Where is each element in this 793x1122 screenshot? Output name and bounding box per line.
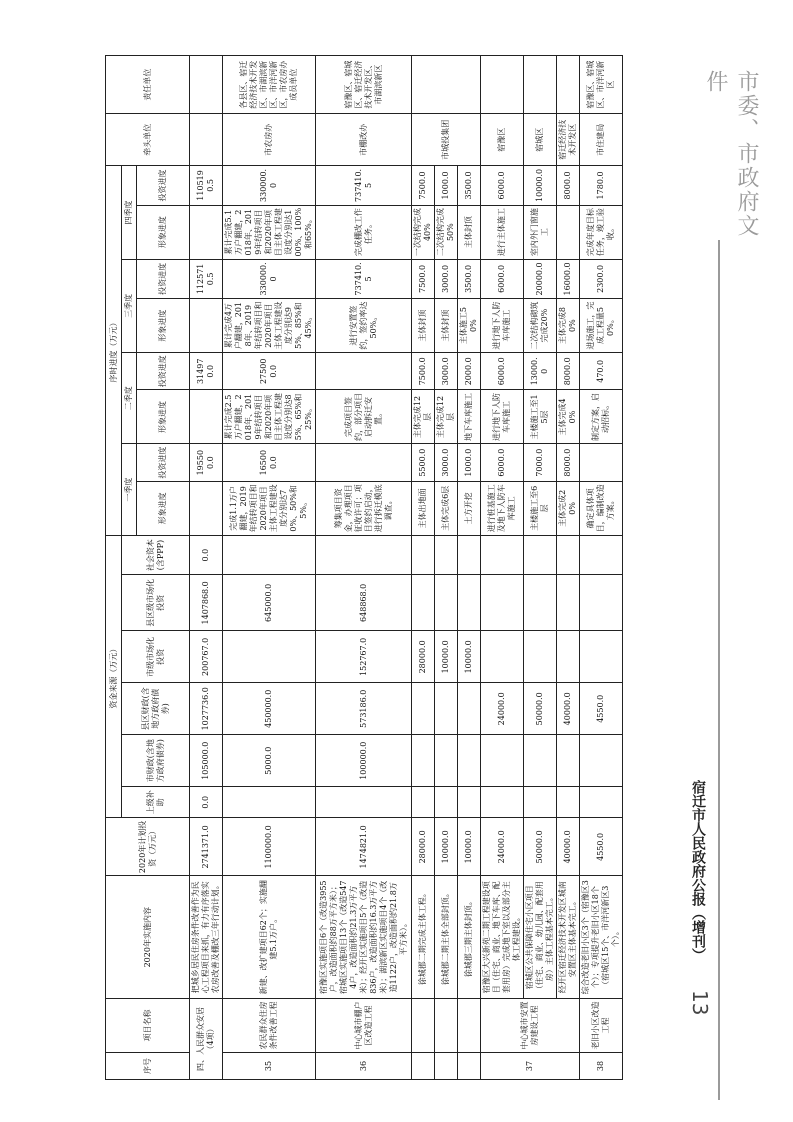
header-q3-invest: 投资进度 [137, 259, 190, 298]
row-q1-invest: 1000.0 [458, 444, 481, 481]
section-q2-invest: 314970.0 [190, 353, 223, 390]
row-content: 徐城郡二期完成主体工程。 [412, 876, 435, 999]
row-city-market [481, 631, 524, 683]
table-row [435, 56, 458, 1080]
row-county: 450000.0 [223, 683, 316, 735]
row-name [435, 999, 458, 1053]
section-social: 0.0 [190, 535, 223, 574]
publication-title: 宿迁市人民政府公报（增刊） [690, 780, 706, 962]
row-seq: 37 [481, 1053, 580, 1080]
row-county: 40000.0 [557, 683, 580, 735]
header-fund-city-market: 市级市场化投资 [122, 631, 190, 683]
row-q2-image: 主体完成12层 [412, 390, 435, 444]
row-q3-image: 累计完成4万户翻建，2018年、2019年结转项目和2020年项目主体工程建设度分别达95%、85%和45%。 [223, 299, 316, 353]
row-q3-image: 主体封顶 [435, 299, 458, 353]
row-city [524, 735, 557, 787]
row-q2-image: 进行地下人防车库施工 [481, 390, 524, 444]
row-q3-invest: 737410.5 [316, 259, 412, 298]
row-q3-image: 二次结构砌筑完成20% [524, 299, 557, 353]
section-q2-image [190, 390, 223, 444]
row-q1-image: 主楼施工至6层 [524, 481, 557, 535]
section-q1-invest: 195500.0 [190, 444, 223, 481]
row-resp [557, 56, 580, 114]
row-upper [580, 787, 623, 818]
row-q2-invest: 275000.0 [223, 353, 316, 390]
rotated-table-page [105, 55, 680, 1080]
row-q1-invest: 5500.0 [412, 444, 435, 481]
row-name: 农民群众住房条件改善工程 [223, 999, 316, 1053]
row-lead: 宿城区 [524, 114, 557, 166]
row-content: 宿城区公共保障住宅小区项目（住宅、商业、幼儿园、配套用房）主体工程基本完工。 [524, 876, 557, 999]
section-plan: 2741371.0 [190, 818, 223, 876]
section-resp [190, 56, 223, 114]
row-name: 中心城市棚户区改造工程 [316, 999, 412, 1053]
header-q1-invest: 投资进度 [137, 444, 190, 481]
row-lead: 市住建局 [580, 114, 623, 166]
row-plan: 4550.0 [580, 818, 623, 876]
header-q2-invest: 投资进度 [137, 353, 190, 390]
header-q4-image: 形象进度 [137, 205, 190, 259]
row-plan: 24000.0 [481, 818, 524, 876]
row-city [412, 735, 435, 787]
header-q1: 一季度 [122, 444, 137, 535]
row-name [458, 999, 481, 1053]
row-lead: 市农房办 [223, 114, 316, 166]
header-seq: 序号 [106, 1053, 190, 1080]
row-q4-invest: 1780.0 [580, 166, 623, 205]
row-name: 中心城市安置房建设工程 [481, 999, 580, 1053]
row-q1-image: 土方开挖 [458, 481, 481, 535]
row-q3-image: 主体完成80% [557, 299, 580, 353]
row-resp [412, 56, 481, 114]
row-q1-image: 主体完成6层 [435, 481, 458, 535]
section-upper: 0.0 [190, 787, 223, 818]
row-content: 综合改造老旧小区3个（宿豫区3个）；专项提升老旧小区18个（宿城区15个、市洋河新区3个）。 [580, 876, 623, 999]
row-plan: 10000.0 [458, 818, 481, 876]
header-q2-image: 形象进度 [137, 390, 190, 444]
row-plan: 50000.0 [524, 818, 557, 876]
row-q3-invest: 3500.0 [458, 259, 481, 298]
header-fund-county-market: 县区级市场化投资 [122, 575, 190, 631]
header-fund-county: 县区财政(含地方政府债券) [122, 683, 190, 735]
row-q2-invest: 8000.0 [557, 353, 580, 390]
row-content: 宿豫区大兴新苑二期工程建设项目（住宅、商业、地下车库、配套用房）完成地下室以及部分主体工程建设。 [481, 876, 524, 999]
row-q3-image: 主体施工50% [458, 299, 481, 353]
table-row [223, 56, 316, 1080]
row-q3-invest: 330000.0 [223, 259, 316, 298]
row-resp [481, 56, 524, 114]
row-q2-invest: 3000.0 [435, 353, 458, 390]
row-q4-image: 完成棚改工作任务。 [316, 205, 412, 259]
row-upper [458, 787, 481, 818]
row-social [580, 535, 623, 574]
row-q4-image: 主体封顶 [458, 205, 481, 259]
row-q4-invest: 6000.0 [481, 166, 524, 205]
row-q4-invest: 1000.0 [435, 166, 458, 205]
row-q4-invest: 330000.0 [223, 166, 316, 205]
row-city [557, 735, 580, 787]
row-social [458, 535, 481, 574]
row-county-market [458, 575, 481, 631]
header-content: 2020年实施内容 [106, 876, 190, 999]
row-city [458, 735, 481, 787]
row-q1-invest: 8000.0 [557, 444, 580, 481]
row-upper [223, 787, 316, 818]
row-social [557, 535, 580, 574]
row-q1-image: 主体完成20% [557, 481, 580, 535]
row-q3-image: 进行安置签约，签约率达50%。 [316, 299, 412, 353]
row-city-market: 28000.0 [412, 631, 435, 683]
row-city-market [524, 631, 557, 683]
row-upper [524, 787, 557, 818]
header-q3-image: 形象进度 [137, 299, 190, 353]
row-q1-invest: 165000.0 [223, 444, 316, 481]
row-county: 573186.0 [316, 683, 412, 735]
section-city: 105000.0 [190, 735, 223, 787]
row-q4-image: 完成年度目标任务，竣工验收。 [580, 205, 623, 259]
table-row [524, 56, 557, 1080]
row-q4-image: 累计完成5.1万户翻建，2018年、2019年结转项目和2020年项目主体工程建设度分别达100%、100%和65%。 [223, 205, 316, 259]
row-city: 100000.0 [316, 735, 412, 787]
table-row [412, 56, 435, 1080]
row-q1-image: 筹集项目资金，办理项目征收许可；项目签约启动，进行拆迁模底调查。 [316, 481, 412, 535]
row-county-market [412, 575, 435, 631]
row-seq [435, 1053, 458, 1080]
header-q3: 三季度 [122, 259, 137, 352]
header-rule [718, 240, 720, 1100]
row-social [435, 535, 458, 574]
row-q4-invest: 7500.0 [412, 166, 435, 205]
header-q2: 二季度 [122, 353, 137, 444]
table-row [458, 56, 481, 1080]
row-county [458, 683, 481, 735]
row-social [316, 535, 412, 574]
row-q4-invest: 737410.5 [316, 166, 412, 205]
row-upper [316, 787, 412, 818]
section-content: 把城乡居民住房条件改善作为民心工程项目来抓，有力有序落实农房改善及棚改三年行动计划。 [190, 876, 223, 999]
row-q2-image: 地下车库施工 [458, 390, 481, 444]
row-social [412, 535, 435, 574]
row-lead: 市城投集团 [412, 114, 481, 166]
row-resp: 各县区、宿迁经济技术开发区、市湖滨新区、市洋河新区，市农房办成员单位 [223, 56, 316, 114]
row-seq [458, 1053, 481, 1080]
row-county: 24000.0 [481, 683, 524, 735]
row-plan: 10000.0 [435, 818, 458, 876]
row-q1-image: 进行桩基施工及地下人防车库施工 [481, 481, 524, 535]
header-lead-unit: 牵头单位 [106, 114, 190, 166]
row-city-market [557, 631, 580, 683]
row-plan: 1474821.0 [316, 818, 412, 876]
section-q4-invest: 1105190.5 [190, 166, 223, 205]
row-q3-image: 主体封顶 [412, 299, 435, 353]
row-county-market: 645000.0 [223, 575, 316, 631]
table-row [557, 56, 580, 1080]
header-resp-unit: 责任单位 [106, 56, 190, 114]
row-q1-invest: 3000.0 [435, 444, 458, 481]
row-q2-image: 主体完成12层 [435, 390, 458, 444]
row-q1-invest: 7000.0 [524, 444, 557, 481]
section-q3-image [190, 299, 223, 353]
row-upper [435, 787, 458, 818]
table-row [316, 56, 412, 1080]
row-q1-invest [316, 444, 412, 481]
row-seq: 38 [580, 1053, 623, 1080]
row-q2-invest: 13000.0 [524, 353, 557, 390]
row-city-market [223, 631, 316, 683]
row-content: 徐城郡二期主体全部封顶。 [435, 876, 458, 999]
page-number: 13 [688, 990, 712, 1016]
row-plan: 1100000.0 [223, 818, 316, 876]
row-city [481, 735, 524, 787]
row-q2-image: 主体完成40% [557, 390, 580, 444]
project-table [105, 55, 623, 1080]
page-header [700, 60, 780, 240]
header-name: 项目名称 [106, 999, 190, 1053]
header-plan-invest: 2020年计划投资（万元） [106, 818, 190, 876]
row-q3-invest: 16000.0 [557, 259, 580, 298]
row-county-market [481, 575, 524, 631]
row-q2-image: 完成项目签约，部分项目启动拆迁安置。 [316, 390, 412, 444]
row-resp [524, 56, 557, 114]
row-upper [481, 787, 524, 818]
row-city-market: 152767.0 [316, 631, 412, 683]
row-q1-image: 完成1.1万户翻建，2019年结转项目和2020年项目主体工程建设度分别达70%、50%和5%。 [223, 481, 316, 535]
row-county [412, 683, 435, 735]
page-footer [688, 780, 712, 1090]
section-q3-invest: 1125710.5 [190, 259, 223, 298]
row-q2-invest: 7500.0 [412, 353, 435, 390]
row-q2-image: 累计完成2.5万户翻建，2018年、2019年结转项目和2020年项目主体工程建设度分别达85%、65%和25%。 [223, 390, 316, 444]
row-name [412, 999, 435, 1053]
row-content: 徐城郡三期主体封顶。 [458, 876, 481, 999]
row-q1-invest: 6000.0 [481, 444, 524, 481]
row-social [481, 535, 524, 574]
row-county-market: 648868.0 [316, 575, 412, 631]
row-county-market [435, 575, 458, 631]
row-resp: 宿豫区、宿城区、市洋河新区 [580, 56, 623, 114]
row-q3-invest: 7500.0 [412, 259, 435, 298]
row-plan: 40000.0 [557, 818, 580, 876]
row-q2-invest [316, 353, 412, 390]
row-q3-invest: 3000.0 [435, 259, 458, 298]
row-q1-image: 主体出地面 [412, 481, 435, 535]
row-q3-invest: 20000.0 [524, 259, 557, 298]
row-upper [557, 787, 580, 818]
row-q3-invest: 6000.0 [481, 259, 524, 298]
row-q4-image: 二次结构完成50% [435, 205, 458, 259]
row-seq [412, 1053, 435, 1080]
section-county: 1027736.0 [190, 683, 223, 735]
row-county [435, 683, 458, 735]
table-row [580, 56, 623, 1080]
row-q4-image: 一次结构完成40% [412, 205, 435, 259]
row-county-market [524, 575, 557, 631]
row-q3-image: 进行地下人防车库施工 [481, 299, 524, 353]
row-social [524, 535, 557, 574]
row-q3-invest: 2300.0 [580, 259, 623, 298]
row-q4-image [557, 205, 580, 259]
row-county-market [557, 575, 580, 631]
header-funding-group: 资金来源（万元） [106, 535, 122, 817]
row-resp: 宿豫区、宿城区、宿迁经济技术开发区、市湖滨新区 [316, 56, 412, 114]
header-fund-city: 市财政(含地方政府债券) [122, 735, 190, 787]
row-lead: 宿豫区 [481, 114, 524, 166]
section-city-market: 200767.0 [190, 631, 223, 683]
section-q1-image [190, 481, 223, 535]
row-content: 经开区宿迁经济技术开发区城南安置区主体基本完工。 [557, 876, 580, 999]
section-title: 四、人民群众安居（4项） [190, 999, 223, 1080]
row-q2-invest: 2000.0 [458, 353, 481, 390]
row-city-market: 10000.0 [435, 631, 458, 683]
row-plan: 28000.0 [412, 818, 435, 876]
row-content: 新建、改扩建项目62个；实施翻建5.1万户。 [223, 876, 316, 999]
header-fund-social: 社会资本(含PPP) [122, 535, 190, 574]
row-content: 宿豫区实施项目6个（改造3955户，改造面积约88万平方米）；宿城区实施项目13个（改造5474户，改造面积约21.3万平方米）；经开区实施项目5个（改造836户，改造面积约16.3万平方米）；湖滨新区实施项目4个（改造1122户，改造面积约21.8万平方米）。 [316, 876, 412, 999]
row-q4-invest: 8000.0 [557, 166, 580, 205]
row-upper [412, 787, 435, 818]
row-name: 老旧小区改造工程 [580, 999, 623, 1053]
row-social [223, 535, 316, 574]
header-progress-group: 序时进度（万元） [106, 166, 122, 536]
row-q2-image: 制定方案，启动招标。 [580, 390, 623, 444]
header-text: 市委、市政府文件 [703, 70, 759, 238]
row-seq: 35 [223, 1053, 316, 1080]
row-q1-image: 确定具体项目，编制改造方案。 [580, 481, 623, 535]
row-q1-invest [580, 444, 623, 481]
row-lead: 市棚改办 [316, 114, 412, 166]
section-lead [190, 114, 223, 166]
row-county-market [580, 575, 623, 631]
row-city [435, 735, 458, 787]
row-q4-invest: 3500.0 [458, 166, 481, 205]
header-fund-upper: 上级补助 [122, 787, 190, 818]
row-q3-image: 进场施工，完成工程量50%。 [580, 299, 623, 353]
row-q2-image: 主楼施工至15层 [524, 390, 557, 444]
header-q4-invest: 投资进度 [137, 166, 190, 205]
table-row [481, 56, 524, 1080]
row-seq: 36 [316, 1053, 412, 1080]
row-county: 4550.0 [580, 683, 623, 735]
row-q2-invest: 470.0 [580, 353, 623, 390]
row-q4-image: 进行主体施工 [481, 205, 524, 259]
row-city: 5000.0 [223, 735, 316, 787]
row-q2-invest: 6000.0 [481, 353, 524, 390]
row-county: 50000.0 [524, 683, 557, 735]
header-q1-image: 形象进度 [137, 481, 190, 535]
header-q4: 四季度 [122, 166, 137, 259]
section-county-market: 1407868.0 [190, 575, 223, 631]
row-city-market: 10000.0 [458, 631, 481, 683]
row-city-market [580, 631, 623, 683]
row-q4-invest: 10000.0 [524, 166, 557, 205]
row-lead: 宿迁经济技术开发区 [557, 114, 580, 166]
row-q4-image: 室内外门窗施工 [524, 205, 557, 259]
row-city [580, 735, 623, 787]
section-q4-image [190, 205, 223, 259]
section-summary-row [190, 56, 223, 1080]
